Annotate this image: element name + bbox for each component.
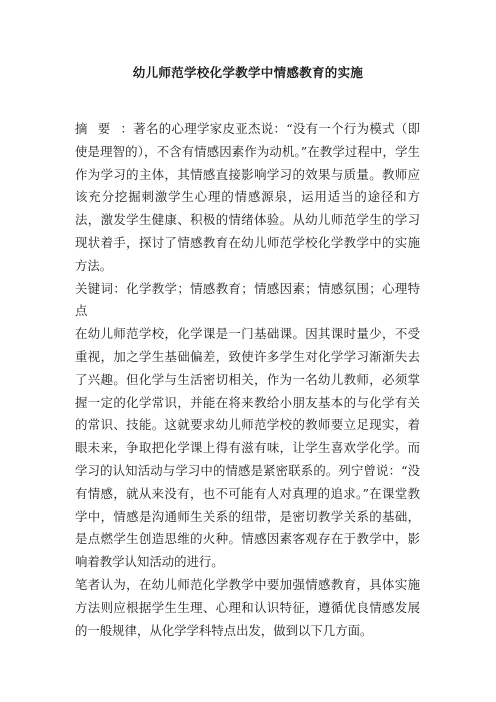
body-paragraph-1: 在幼儿师范学校，化学课是一门基础课。因其课时量少，不受重视，加之学生基础偏差，致使许多学生对化学学习渐渐失去了兴趣。但化学与生活密切相关，作为一名幼儿教师，必须掌握一定的化学常识，并能在将来教给小朋友基本的与化学有关的常识、技能。这就要求幼儿师范学校的教师要立足现实，着眼未来，争取把化学课上得有滋有味，让学生喜欢学化学。而学习的认知活动与学习中的情感是紧密联系的。列宁曾说：“没有情感，就从来没有，也不可能有人对真理的追求。”在课堂教学中，情感是沟通师生关系的纽带，是密切教学关系的基础，是点燃学生创造思维的火种。情感因素客观存在于教学中，影响着教学认知活动的进行。	[75, 326, 420, 570]
abstract-paragraph	[75, 118, 420, 278]
abstract-text: ：著名的心理学家皮亚杰说：“没有一个行为模式（即使是理智的），不含有情感因素作为动机。”在教学过程中，学生作为学习的主体，其情感直接影响学习的效果与质量。教师应该充分挖掘刺激学生心理的情感源泉，运用适当的途径和方法，激发学生健康、积极的情绪体验。从幼儿师范学生的学习现状着手，探讨了情感教育在幼儿师范学校化学教学中的实施方法。	[75, 121, 420, 273]
document-title: 幼儿师范学校化学教学中情感教育的实施	[132, 65, 364, 80]
body-paragraph-2: 笔者认为，在幼儿师范化学教学中要加强情感教育，具体实施方法则应根据学生生理、心理和认识特征，遵循优良情感发展的一般规律，从化学学科特点出发，做到以下几方面。	[75, 576, 420, 638]
document-body	[75, 118, 420, 642]
keywords-line: 关键词：化学教学；情感教育；情感因素；情感氛围；心理特点	[75, 280, 420, 319]
abstract-label: 摘要	[75, 121, 121, 136]
